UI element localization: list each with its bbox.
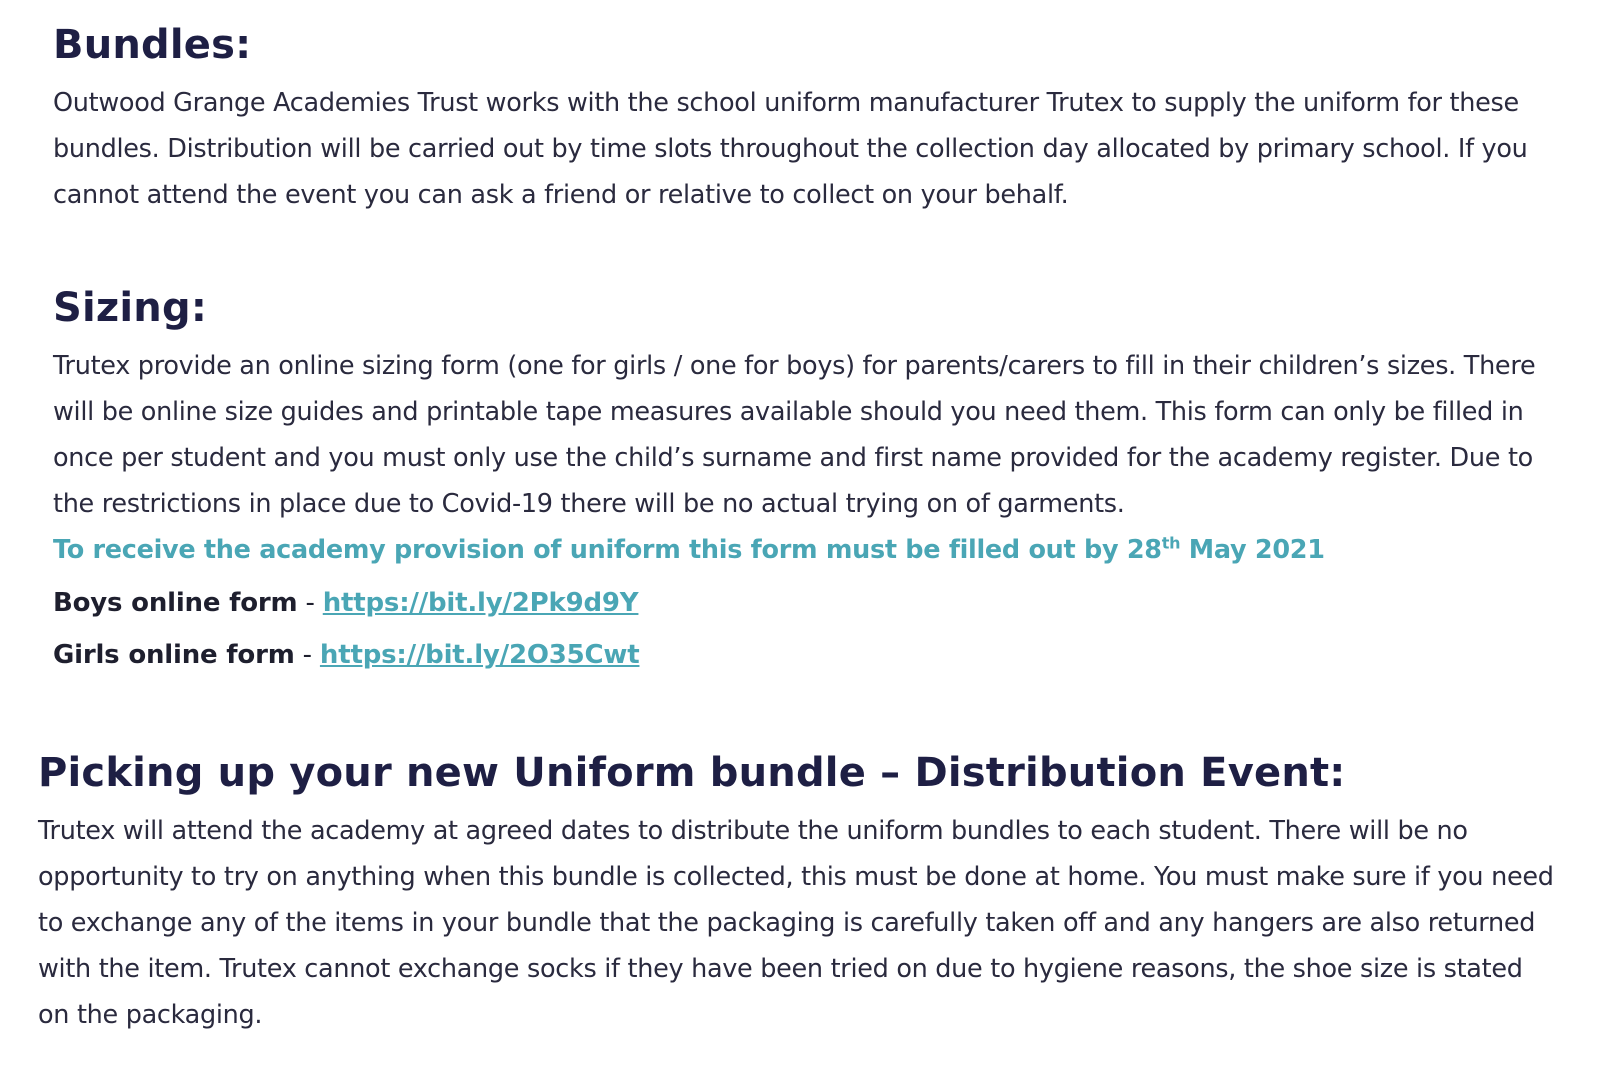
deadline-text: To receive the academy provision of uniform this form must be filled out by 28 — [53, 535, 1162, 565]
deadline-notice — [0, 527, 1599, 573]
bundles-heading: Bundles: — [53, 22, 252, 68]
girls-form-link[interactable]: https://bit.ly/2O35Cwt — [319, 640, 640, 670]
boys-form-label: Boys online form — [53, 588, 298, 618]
boys-form-link[interactable]: https://bit.ly/2Pk9d9Y — [322, 588, 639, 618]
girls-form-line — [0, 629, 1599, 681]
pickup-section — [0, 742, 1599, 1038]
boys-form-separator: - — [297, 588, 323, 618]
sizing-paragraph: Trutex provide an online sizing form (one for girls / one for boys) for parents/carers to fill in their children’s sizes. There will be online size guides and printable tape measures available should you need them. This form can only be filled in once per student and you must only use the child’s surname and first name provided for the academy register. Due to the restrictions in place due to Covid-19 there will be no actual trying on of garments. — [53, 351, 1536, 519]
deadline-ordinal: th — [1161, 533, 1181, 553]
pickup-heading: Picking up your new Uniform bundle – Distribution Event: — [38, 750, 1346, 796]
deadline-date: May 2021 — [1180, 535, 1325, 565]
bundles-section — [0, 14, 1599, 218]
girls-form-separator: - — [294, 640, 320, 670]
boys-form-line — [0, 577, 1599, 629]
sizing-section — [0, 277, 1599, 681]
girls-form-label: Girls online form — [53, 640, 295, 670]
sizing-heading: Sizing: — [53, 285, 208, 331]
bundles-paragraph: Outwood Grange Academies Trust works with the school uniform manufacturer Trutex to supply the uniform for these bundles. Distribution will be carried out by time slots throughout the collection day allocated by primary school. If you cannot attend the event you can ask a friend or relative to collect on your behalf. — [53, 88, 1528, 210]
pickup-paragraph: Trutex will attend the academy at agreed dates to distribute the uniform bundles to each student. There will be no opportunity to try on anything when this bundle is collected, this must be done at home. You must make sure if you need to exchange any of the items in your bundle that the packaging is carefully taken off and any hangers are also returned with the item. Trutex cannot exchange socks if they have been tried on due to hygiene reasons, the shoe size is stated on the packaging. — [38, 816, 1554, 1030]
